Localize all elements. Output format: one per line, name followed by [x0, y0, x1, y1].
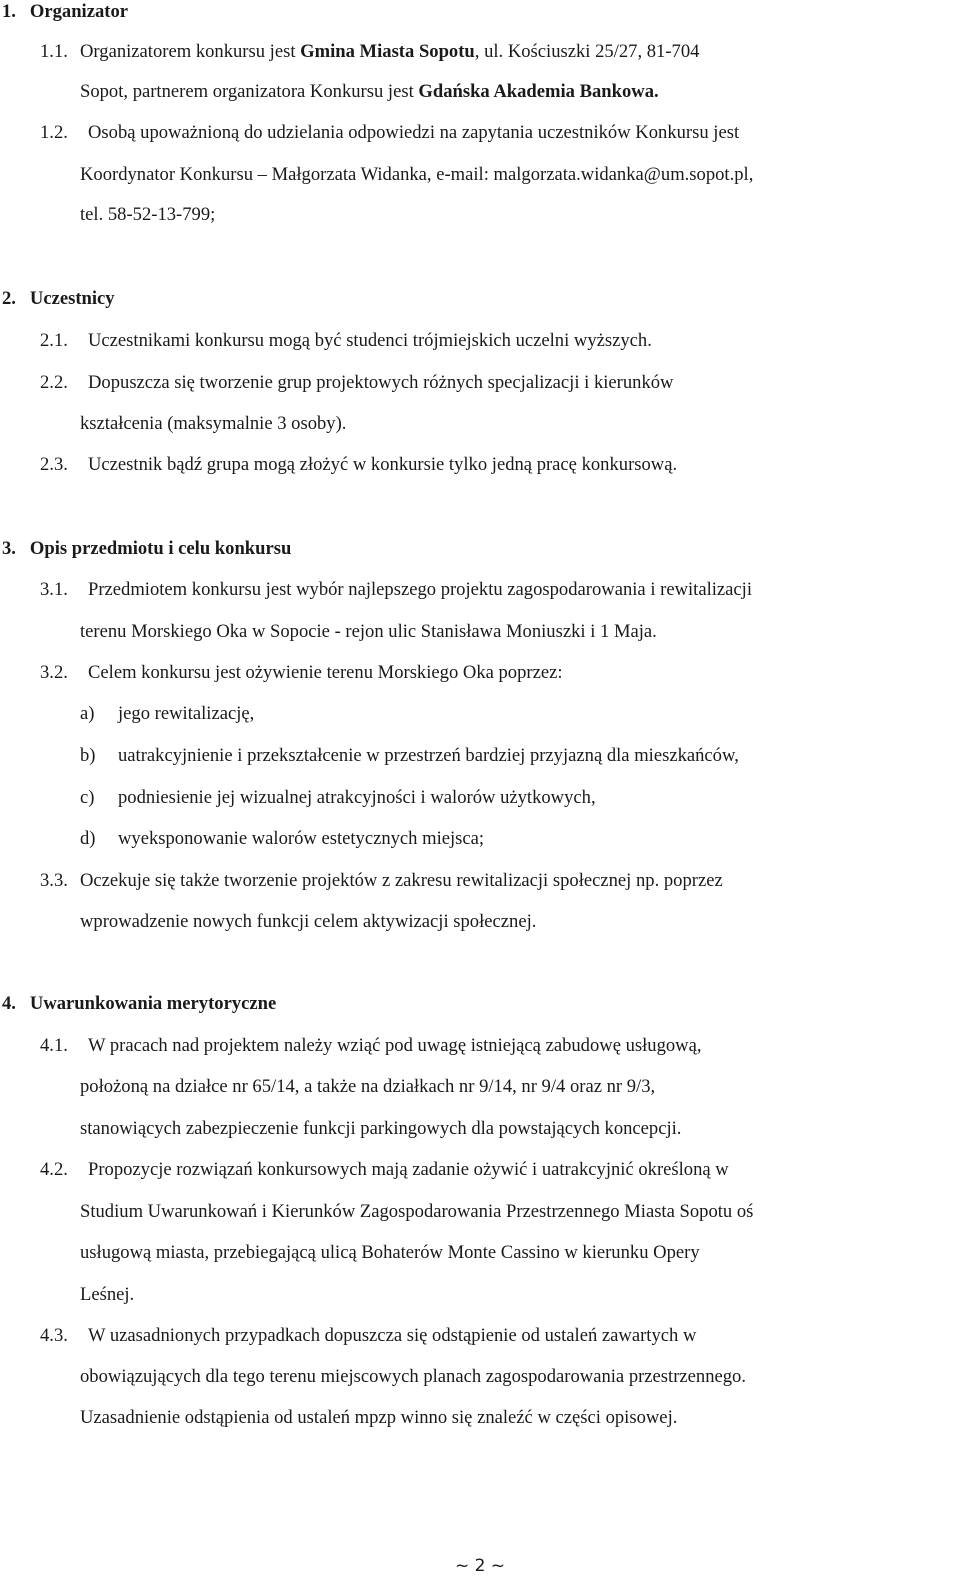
section-heading [2, 537, 291, 561]
list-letter: b) [80, 745, 96, 766]
item-number: 4.2. [40, 1159, 68, 1180]
item-number: 3.3. [40, 870, 68, 891]
item-number: 2.1. [40, 330, 68, 351]
section-title: Uczestnicy [29, 288, 115, 309]
section-number: 2. [2, 288, 16, 309]
section-title: Organizator [29, 1, 129, 22]
list-item: podniesienie jej wizualnej atrakcyjności i walorów użytkowych, [118, 787, 596, 808]
section-heading [2, 0, 128, 24]
section-title: Opis przedmiotu i celu konkursu [29, 538, 292, 559]
item-text-line: Uzasadnienie odstąpienia od ustaleń mpzp winno się znaleźć w części opisowej. [80, 1407, 678, 1428]
item-text-line: Leśnej. [80, 1284, 135, 1305]
item-text-line: wprowadzenie nowych funkcji celem aktywizacji społecznej. [80, 911, 537, 932]
item-text-line: terenu Morskiego Oka w Sopocie - rejon ulic Stanisława Moniuszki i 1 Maja. [80, 621, 657, 642]
item-text-line [80, 40, 699, 64]
text-fragment: Sopot, partnerem organizatora Konkursu jest [80, 81, 419, 102]
item-text-line: Koordynator Konkursu – Małgorzata Widanka, e-mail: malgorzata.widanka@um.sopot.pl, [80, 164, 754, 185]
item-number: 2.2. [40, 372, 68, 393]
section-number: 3. [2, 538, 16, 559]
item-text-line: Celem konkursu jest ożywienie terenu Morskiego Oka poprzez: [88, 662, 563, 683]
item-text-line: Przedmiotem konkursu jest wybór najlepszego projektu zagospodarowania i rewitalizacji [88, 579, 753, 600]
item-text-line: W pracach nad projektem należy wziąć pod uwagę istniejącą zabudowę usługową, [88, 1035, 702, 1056]
partner-name: Gdańska Akademia Bankowa. [418, 81, 659, 102]
list-item: wyeksponowanie walorów estetycznych miejsca; [118, 828, 485, 849]
page-number: ~ 2 ~ [454, 1556, 506, 1576]
item-text-line: Studium Uwarunkowań i Kierunków Zagospodarowania Przestrzennego Miasta Sopotu oś [80, 1201, 754, 1222]
item-number: 3.1. [40, 579, 68, 600]
organizer-name: Gmina Miasta Sopotu [300, 41, 475, 62]
section-heading [2, 992, 276, 1016]
item-text-line: kształcenia (maksymalnie 3 osoby). [80, 413, 347, 434]
section-title: Uwarunkowania merytoryczne [29, 993, 277, 1014]
item-text-line: Dopuszcza się tworzenie grup projektowych różnych specjalizacji i kierunków [88, 372, 674, 393]
text-fragment: Organizatorem konkursu jest [80, 41, 301, 62]
item-text-line: W uzasadnionych przypadkach dopuszcza się odstąpienie od ustaleń zawartych w [88, 1325, 697, 1346]
list-item: jego rewitalizację, [118, 703, 255, 724]
item-text-line: Uczestnik bądź grupa mogą złożyć w konkursie tylko jedną pracę konkursową. [88, 454, 678, 475]
item-text-line: Osobą upoważnioną do udzielania odpowiedzi na zapytania uczestników Konkursu jest [88, 122, 740, 143]
section-number: 1. [2, 1, 16, 22]
list-item: uatrakcyjnienie i przekształcenie w przestrzeń bardziej przyjazną dla mieszkańców, [118, 745, 739, 766]
item-text-line: usługową miasta, przebiegającą ulicą Bohaterów Monte Cassino w kierunku Opery [80, 1242, 700, 1263]
item-number: 1.2. [40, 122, 68, 143]
section-heading [2, 287, 115, 311]
section-number: 4. [2, 993, 16, 1014]
list-letter: a) [80, 703, 95, 724]
item-text-line [80, 80, 659, 104]
item-text-line: stanowiących zabezpieczenie funkcji parkingowych dla powstających koncepcji. [80, 1118, 682, 1139]
list-letter: d) [80, 828, 96, 849]
item-number: 2.3. [40, 454, 68, 475]
list-letter: c) [80, 787, 95, 808]
item-text-line: tel. 58-52-13-799; [80, 204, 216, 225]
item-text-line: Oczekuje się także tworzenie projektów z zakresu rewitalizacji społecznej np. poprzez [80, 870, 723, 891]
text-fragment: , ul. Kościuszki 25/27, 81-704 [474, 41, 700, 62]
item-text-line: położoną na działce nr 65/14, a także na działkach nr 9/14, nr 9/4 oraz nr 9/3, [80, 1076, 656, 1097]
item-number: 4.1. [40, 1035, 68, 1056]
item-number: 4.3. [40, 1325, 68, 1346]
item-text-line: Propozycje rozwiązań konkursowych mają zadanie ożywić i uatrakcyjnić określoną w [88, 1159, 729, 1180]
item-number: 1.1. [40, 41, 68, 62]
item-number: 3.2. [40, 662, 68, 683]
item-text-line: Uczestnikami konkursu mogą być studenci trójmiejskich uczelni wyższych. [88, 330, 652, 351]
item-text-line: obowiązujących dla tego terenu miejscowych planach zagospodarowania przestrzennego. [80, 1366, 746, 1387]
